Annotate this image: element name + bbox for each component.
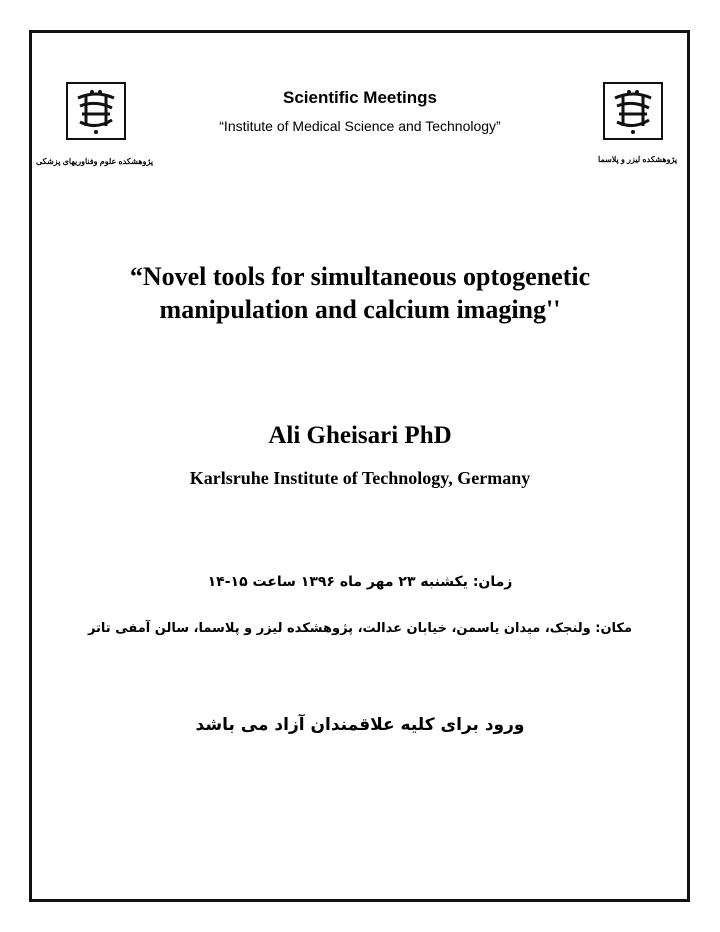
- event-location: مکان: ولنجک، میدان یاسمن، خیابان عدالت، پژوهشکده لیزر و پلاسما، سالن آمفی تاتر: [87, 621, 633, 636]
- right-logo-caption: پژوهشکده لیزر و پلاسما: [598, 155, 678, 164]
- event-time: زمان: یکشنبه ۲۳ مهر ماه ۱۳۹۶ ساعت ۱۵-۱۴: [207, 574, 513, 590]
- series-subtitle: “Institute of Medical Science and Technology”: [219, 118, 501, 134]
- series-title: Scientific Meetings: [283, 88, 437, 107]
- left-logo-caption: پژوهشکده علوم وفناوریهای پزشکی: [36, 157, 154, 166]
- speaker-affiliation: Karlsruhe Institute of Technology, Germany: [189, 468, 531, 488]
- talk-title: “Novel tools for simultaneous optogenetic manipulation and calcium imaging'': [129, 262, 591, 324]
- entry-note: ورود برای کلیه علاقمندان آزاد می باشد: [195, 715, 525, 735]
- speaker-name: Ali Gheisari PhD: [268, 422, 452, 449]
